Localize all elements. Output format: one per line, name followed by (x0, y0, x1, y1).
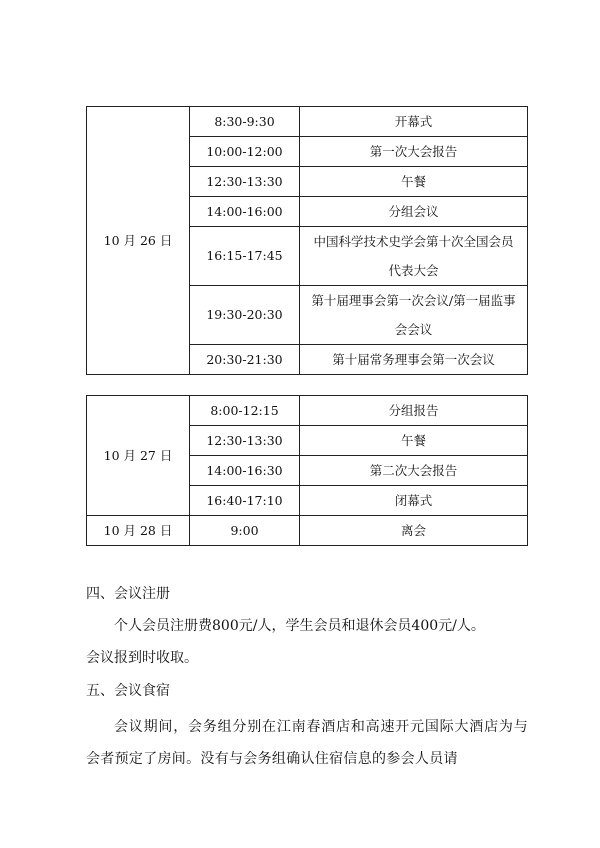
date-cell: 10 月 28 日 (87, 516, 190, 546)
section4-para1: 个人会员注册费800元/人，学生会员和退休会员400元/人。 (114, 618, 485, 634)
schedule-table (86, 106, 528, 375)
event-cell: 开幕式 (300, 107, 528, 137)
time-cell: 12:30-13:30 (190, 426, 300, 456)
section4-para2: 会议报到时收取。 (86, 650, 198, 666)
section4-heading: 四、会议注册 (86, 586, 170, 602)
time-cell: 12:30-13:30 (190, 167, 300, 197)
event-cell: 分组会议 (300, 197, 528, 227)
time-cell: 20:30-21:30 (190, 345, 300, 375)
time-cell: 16:15-17:45 (190, 227, 300, 286)
schedule-table-day2 (86, 395, 528, 546)
event-cell: 午餐 (300, 167, 528, 197)
event-cell: 午餐 (300, 426, 528, 456)
time-cell: 10:00-12:00 (190, 137, 300, 167)
event-cell: 第十届理事会第一次会议/第一届监事会会议 (300, 286, 528, 345)
time-cell: 9:00 (190, 516, 300, 546)
event-cell: 第一次大会报告 (300, 137, 528, 167)
event-cell: 第二次大会报告 (300, 456, 528, 486)
event-cell: 离会 (300, 516, 528, 546)
date-cell: 10 月 26 日 (87, 107, 190, 375)
time-cell: 14:00-16:00 (190, 197, 300, 227)
event-cell: 分组报告 (300, 396, 528, 426)
event-cell: 闭幕式 (300, 486, 528, 516)
section5-heading: 五、会议食宿 (86, 683, 170, 699)
time-cell: 14:00-16:30 (190, 456, 300, 486)
table-row (87, 107, 528, 137)
event-cell: 第十届常务理事会第一次会议 (300, 345, 528, 375)
date-cell: 10 月 27 日 (87, 396, 190, 516)
time-cell: 19:30-20:30 (190, 286, 300, 345)
time-cell: 16:40-17:10 (190, 486, 300, 516)
schedule-body (87, 107, 528, 375)
table-row (87, 396, 528, 426)
time-cell: 8:30-9:30 (190, 107, 300, 137)
table-row (87, 516, 528, 546)
section5-para1: 会议期间，会务组分别在江南春酒店和高速开元国际大酒店为与会者预定了房间。没有与会务组确认住宿信息的参会人员请 (86, 719, 528, 767)
time-cell: 8:00-12:15 (190, 396, 300, 426)
event-cell: 中国科学技术史学会第十次全国会员代表大会 (300, 227, 528, 286)
